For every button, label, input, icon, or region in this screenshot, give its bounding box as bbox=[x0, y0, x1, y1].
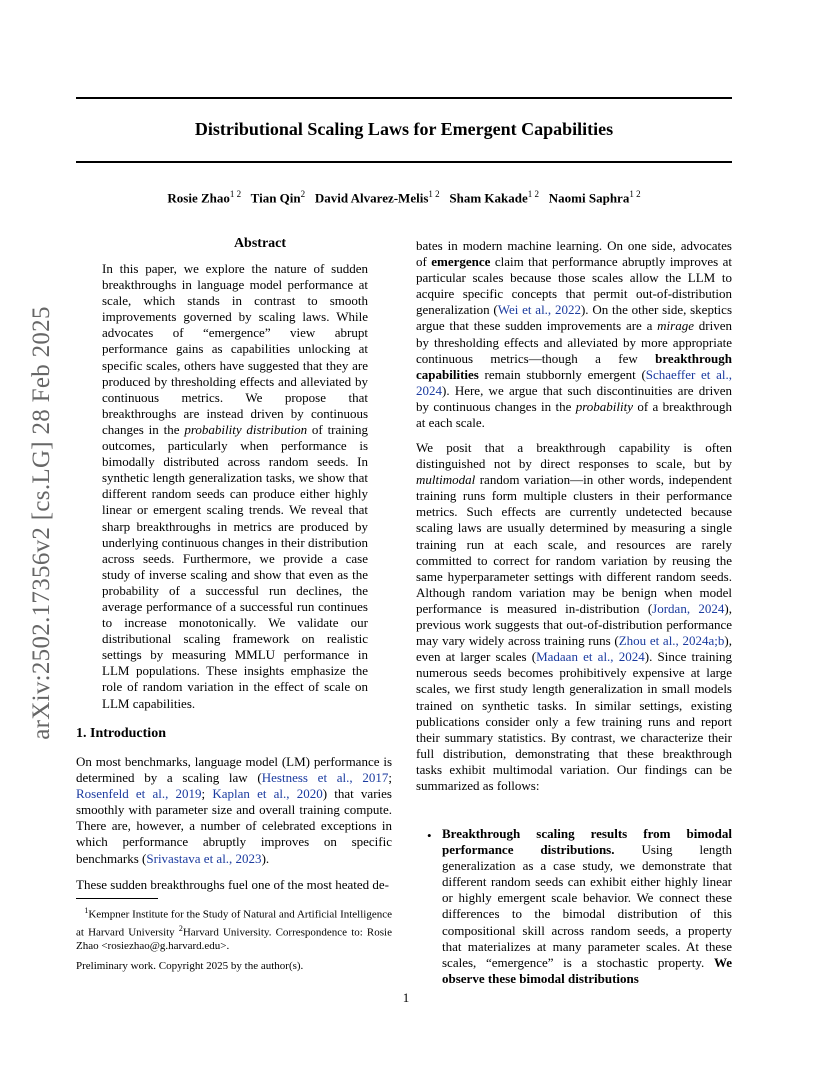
abstract-text: of training outcomes, particularly when performance is bimodally distributed across random seeds. In synthetic length generalization tasks, we show that different random seeds can produce either highly linear or emergent scaling trends. We reveal that sharp breakthroughs in metrics are produced by underlying continuous changes in their distribution across seeds. Furthermore, we provide a case study of inverse scaling and show that even as the probability of a successful run declines, the average performance of a successful run continues to increase monotonically. We validate our distributional scaling framework on realistic settings by measuring MMLU performance in LLM populations. These insights emphasize the role of random variation in the effect of scale on LLM capabilities. bbox=[102, 421, 368, 711]
author-name: David Alvarez-Melis bbox=[314, 190, 429, 206]
author-affiliation: 2 bbox=[300, 189, 306, 199]
intro-paragraph-continued: These sudden breakthroughs fuel one of the most heated de- bbox=[76, 877, 389, 892]
body-text: ), even at larger scales ( bbox=[416, 633, 732, 665]
citation-link[interactable]: Jordan, 2024 bbox=[652, 600, 725, 616]
abstract-text: In this paper, we explore the nature of sudden breakthroughs in language model performance at scale, which stands in contrast to smooth improvements governed by scaling laws. While advocates of “emergence” view abrupt performance gains as capabilities unlocking at specific scales, others have suggested that they are produced by thresholding effects and alleviated by continuous metrics. We propose that breakthroughs are instead driven by continuous changes in the bbox=[102, 261, 368, 437]
body-text: ) that varies smoothly with parameter size and overall training compute. There are, however, a number of celebrated exceptions in which performance abruptly improves on specific benchmarks ( bbox=[76, 786, 392, 866]
body-text: ). On the other side, skeptics argue that these sudden improvements are a bbox=[416, 302, 732, 334]
author-affiliation: 1 2 bbox=[229, 189, 242, 199]
body-text: On most benchmarks, language model (LM) performance is determined by a scaling law ( bbox=[76, 754, 392, 786]
italic-term: probability bbox=[575, 398, 633, 414]
citation-link[interactable]: Schaeffer et al., 2024 bbox=[416, 366, 732, 398]
abstract-body bbox=[102, 261, 368, 712]
body-text: ; bbox=[388, 770, 393, 786]
body-text: random variation—in other words, independent training runs form multiple clusters in their performance metrics. Such effects are currently undetected because scaling laws are usually determined by measuring a single training run at each scale, and resources are rarely committed to correct for random variation by reusing the same hyperparameter settings with different random seeds. Although random variation may be benign when model performance is measured in-distribution ( bbox=[416, 472, 732, 616]
arxiv-identifier bbox=[18, 288, 66, 758]
bold-term: breakthrough capabilities bbox=[416, 350, 732, 382]
preliminary-note: Preliminary work. Copyright 2025 by the author(s). bbox=[76, 960, 304, 972]
body-text: bates in modern machine learning. On one side, advocates of bbox=[416, 238, 732, 270]
author-list bbox=[76, 189, 732, 206]
author-name: Tian Qin bbox=[250, 190, 301, 206]
body-text: ). Since training numerous seeds becomes prohibitively expensive at large scales, we first study length generalization in small models trained on synthetic tasks. In similar settings, existing publications consider only a few training runs and report their summary statistics. By contrast, we characterize their full distribution, demonstrating that these breakthrough tasks exhibit multimodal variation. Our findings can be summarized as follows: bbox=[416, 649, 732, 793]
italic-term: mirage bbox=[657, 318, 694, 334]
author-affiliation: 1 2 bbox=[527, 189, 540, 199]
body-text: remain stubbornly emergent ( bbox=[478, 366, 646, 382]
footnote-mark: 2 bbox=[178, 923, 183, 933]
citation-link[interactable]: Wei et al., 2022 bbox=[497, 302, 581, 318]
author-affiliation: 1 2 bbox=[428, 189, 440, 199]
abstract-heading: Abstract bbox=[233, 236, 287, 251]
arxiv-identifier-text: arXiv:2502.17356v2 [cs.LG] 28 Feb 2025 bbox=[28, 306, 55, 740]
title-bottom-rule bbox=[76, 161, 732, 163]
section-heading-introduction: 1. Introduction bbox=[76, 726, 166, 741]
citation-link[interactable]: Zhou et al., 2024a;b bbox=[618, 633, 725, 649]
author-name: Sham Kakade bbox=[449, 190, 528, 206]
italic-term: multimodal bbox=[416, 472, 476, 488]
bullet-marker: • bbox=[427, 828, 432, 843]
title-top-rule bbox=[76, 97, 732, 99]
footnote-mark: 1 bbox=[84, 906, 89, 915]
citation-link[interactable]: Srivastava et al., 2023 bbox=[146, 850, 262, 866]
abstract-emphasis: probability distribution bbox=[184, 421, 308, 437]
intro-paragraph bbox=[76, 754, 392, 867]
bullet-item bbox=[442, 826, 732, 987]
author-name: Rosie Zhao bbox=[167, 190, 230, 206]
author-name: Naomi Saphra bbox=[548, 190, 630, 206]
body-text: ; bbox=[201, 786, 213, 802]
body-text: claim that performance abruptly improves at particular scales because those scales allow the LLM to acquire specific concepts that permit out-of-distribution generalization ( bbox=[416, 254, 732, 318]
footnote bbox=[76, 904, 392, 953]
citation-link[interactable]: Rosenfeld et al., 2019 bbox=[76, 786, 202, 802]
bullet-bold-tail: We observe these bimodal distributions bbox=[442, 954, 732, 986]
footnote-rule bbox=[76, 898, 158, 899]
citation-link[interactable]: Hestness et al., 2017 bbox=[261, 770, 389, 786]
bullet-bold-lead: Breakthrough scaling results from bimodal performance distributions. bbox=[442, 826, 732, 858]
footnote-text: Harvard University. Correspondence to: Rosie Zhao <rosiezhao@g.harvard.edu>. bbox=[76, 926, 392, 952]
body-text: ). Here, we argue that such discontinuities are driven by continuous changes in the bbox=[416, 382, 732, 414]
bold-term: emergence bbox=[431, 254, 491, 270]
body-text: We posit that a breakthrough capability is often distinguished not by direct responses to scale, but by bbox=[416, 440, 732, 472]
right-paragraph-1 bbox=[416, 238, 732, 431]
citation-link[interactable]: Madaan et al., 2024 bbox=[536, 649, 645, 665]
author-affiliation: 1 2 bbox=[629, 189, 641, 199]
page-number: 1 bbox=[402, 990, 410, 1005]
citation-link[interactable]: Kaplan et al., 2020 bbox=[212, 786, 323, 802]
body-text: ), previous work suggests that out-of-distribution performance may vary widely across training runs ( bbox=[416, 600, 732, 649]
paper-title: Distributional Scaling Laws for Emergent Capabilities bbox=[194, 119, 614, 139]
body-text: Using length generalization as a case study, we demonstrate that different random seeds can exhibit either highly linear or highly emergent scale behavior. We connect these differences to the bimodal distribution of this compositional skill across random seeds, a property that materializes at many parameter scales. At these scales, “emergence” is a stochastic property. bbox=[442, 842, 732, 970]
footnote-text: Kempner Institute for the Study of Natural and Artificial Intelligence at Harvard University bbox=[76, 908, 392, 939]
right-paragraph-2 bbox=[416, 440, 732, 794]
body-text: of a breakthrough at each scale. bbox=[416, 398, 732, 431]
body-text: driven by thresholding effects and alleviated by more appropriate continuous metrics—though a few bbox=[416, 318, 732, 366]
body-text: ). bbox=[261, 850, 270, 866]
